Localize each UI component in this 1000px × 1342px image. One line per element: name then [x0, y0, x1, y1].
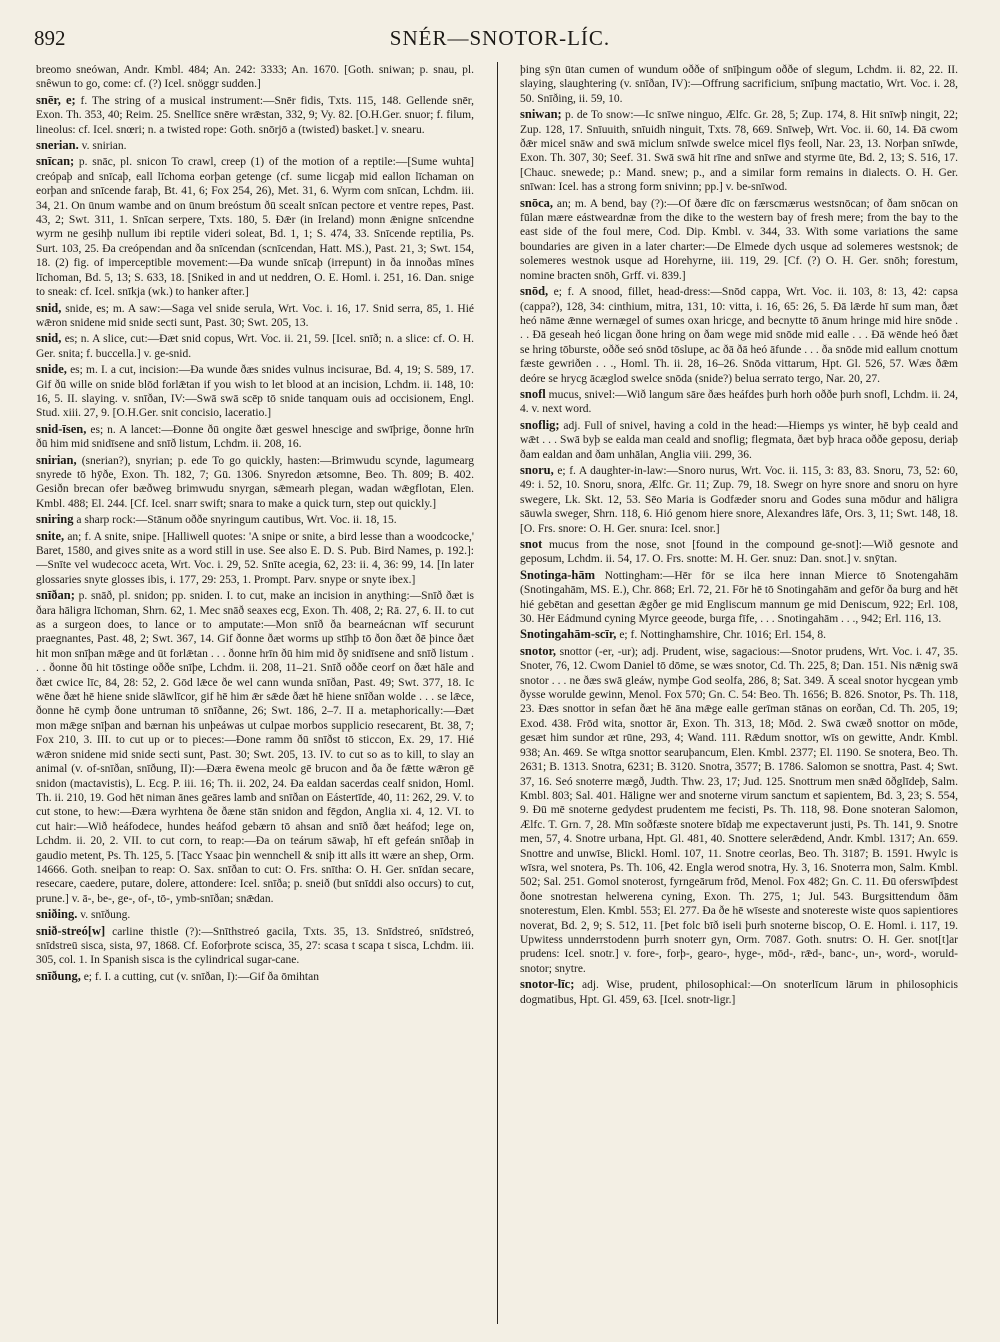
dictionary-entry [520, 284, 958, 386]
entry-headword: snōd, [520, 284, 549, 299]
dictionary-entry [36, 138, 474, 153]
dictionary-entry [36, 154, 474, 299]
dictionary-entry [520, 62, 958, 106]
dictionary-entry [36, 362, 474, 421]
entry-text: p. snāc, pl. snicon To crawl, creep (1) of the motion of a reptile:—[Sume wuhta] creópaþ and snīcaþ, eall līchoma eorþan getenge (cf. sume licgaþ mid eallon līchaman on eorþan and snīcende faraþ, Bt. 41, 6; Fox 254, 26), Met. 31, 6. Wyrm com snīcan, Lchdm. iii. 34, 21. On ūnum wambe and on ūnum breóstum ðū scealt snīcan pectore et ventre repes, Past. 43, 2; Swt. 311, 1. Snīcan serpere, Txts. 180, 5. Ðǣr (in Ireland) monn ǣnigne snīcendne wyrm ne gesihþ nullum ibi reptile videri soleat, Bd. 1, 1; S. 474, 33. Snīcende reptilia, Ps. Surt. 103, 25. Ða creópendan and ða snīcendan (scnīcendan, Hatt. MS.), Past. 21, 3; Swt. 154, 18. (2) fig. of imperceptible movement:—Ða wunde snīcaþ (irrepunt) in ða innoðas mīnes līchoman, Bd. 5, 13; S. 633, 18. [Sniked in and ut neddren, O. E. Homl. i. 251, 16. Dan. snige to sneak: cf. Icel. snīkja (wk.) to hanker after.] [36, 156, 474, 299]
dictionary-entry [520, 418, 958, 462]
entry-text: e; f. A snood, fillet, head-dress:—Snōd cappa, Wrt. Voc. ii. 103, 8: 13, 42: capsa (cappa?), 128, 34: cinthium, mitra, 131, 10: vitta, i. 16, 65: 26, 5. Ðā lǣrde hī sum man, ðæt heó nāme ǣnne wernægel of sumes oxan hricge, and becnytte tō ānum hringe mid hire snōde . . . Ðā geseah heó licgan ðone hring on ðam wege mid snōde mid ealle . . . Ðā wēnde heó ðæt se hring tōburste, oððe seó snōd tōslupe, ac ðā ðā heó āfunde . . . ða snōde mid eallum cnottum fæste gewriðen . . ., Homl. Th. ii. 28, 16–26. Snōda vittarum, Hpt. Gl. 526, 57. Wæs ðǣm deóre se hrycg ācæglod swelce snōda (snide?) belua serrato tergo, Nar. 20, 27. [520, 286, 958, 385]
dictionary-entry [36, 331, 474, 361]
entry-headword: snot [520, 537, 543, 551]
entry-text: an; m. A bend, bay (?):—Of ðære dīc on færscmærus westsnōcan; of ðam snōcan on fūlan mære eástweardnæ from the dike to the western bay of fresh mere; from the bay to the east side of the foul mere, Cod. Dip. Kmbl. v. 344, 33. With some variations the same boundaries are given in a later charter:—De Elmede dych usque ad solemeres westsnok; de solemeres westnok usque ad Horehyrne, iii. 119, 29. [Cf. (?) O. H. Ger. snōh; forestum, nomine bracten snōh, Grff. vi. 839.] [520, 197, 958, 282]
dictionary-entry [36, 422, 474, 452]
entry-headword: snid, [36, 331, 62, 346]
entry-text: es; m. I. a cut, incision:—Ða wunde ðæs snides vulnus incisurae, Bd. 4, 19; S. 589, 17. Gif ðū wille on snide blōd forlǣtan if you wish to let blood at an incision, Lchdm. ii. 148, 10: 16, 5. II. slaying. v. snīðan, IV:—Swā swā scēp tō snide tanquam ouis ad occisionem, Engl. Stud. xiii. 27, 9. [O.H.Ger. snit concisio, laceratio.] [36, 364, 474, 420]
entry-headword: snid, [36, 300, 62, 315]
entry-text: v. snīðung. [80, 909, 131, 922]
dictionary-entry [520, 463, 958, 536]
entry-headword: snīðung, [36, 968, 81, 983]
entry-text: þing sȳn ūtan cumen of wundum oððe of snīþingum oððe of slegum, Lchdm. ii. 82, 22. II. slaying, slaughtering (v. snīðan, IV):—Offrung sacrificium, snīþung mactatio, Wrt. Voc. i. 28, 50. Snīðing, ii. 59, 10. [520, 64, 958, 105]
entry-headword: Snotinga-hām [520, 567, 596, 582]
dictionary-entry [36, 588, 474, 906]
entry-text: f. The string of a musical instrument:—Snēr fidis, Txts. 115, 148. Gellende snēr, Exon. Th. 353, 40; Reim. 25. Snellīce snēre wrǣstan, 332, 9; Vy. 82. [O.H.Ger. snuor; f. filum, lineolus: cf. Icel. snœri; n. a twisted rope: Goth. snōrjō a (twisted) basket.] v. snearu. [36, 94, 474, 136]
entry-text: carline thistle (?):—Snīthstreó gacila, Txts. 35, 13. Snīdstreó, snīdstreó, snīdstreū sisca, sista, 97, 1868. Cf. Eoforþrote scisca, 35, 27: scasa t scapa t sisca, Lchdm. iii. 305, col. 1. In Spanish sisca is the cylindrical sugar-cane. [36, 925, 474, 967]
dictionary-entry [520, 387, 958, 417]
entry-text: e; f. Nottinghamshire, Chr. 1016; Erl. 154, 8. [619, 629, 826, 642]
page-number: 892 [34, 26, 66, 50]
dictionary-entry [520, 644, 958, 976]
entry-headword: sniðing. [36, 907, 78, 922]
entry-headword: snotor-līc; [520, 977, 575, 992]
entry-text: snottor (-er, -ur); adj. Prudent, wise, sagacious:—Snotor prudens, Wrt. Voc. i. 47, 35. Snoter, 76, 12. Cwom Daniel tō dōme, se wæs snotor, Cd. Th. 225, 8; Dan. 151. Nis nǣnig swā snotor . . . ne ðæs swā gleáw, nymþe God seolfa, 286, 8; Sat. 349. Ā sceal snotor hycgean ymb ðysse woruldе gewinn, Menol. Fox 570; Gn. C. 54: Beo. Th. 1656; B. 826. Snotor, Ps. Th. 118, 23. Ðæs snottor in sefan ðæt hē āna mǣge ealle gerīman stānas on eorðan, Cd. Th. 205, 19; Exod. 438. Frōd wita, snottor ār, Exon. Th. 313, 18; Mōd. 2. Swā cwæð snottor on mōde, gesæt him sundor æt rūne, 293, 4; Wand. 111. Rǣdum snottor, wīs on gewitte, Andr. Kmbl. 938; An. 469. Se wītga snottor searuþancum, Elen. Kmbl. 2377; El. 1190. Se snotera, Beo. Th. 2631; B. 1313. Snotra, 6231; B. 3120. Snotra, 3577; B. 1786. Salomon se snottra, Past. 4; Swt. 37, 16. Seó snoterre mægð, Judth. Thw. 23, 17; Jud. 125. Snottrum men snǣd ōðglīdeþ, Salm. Kmbl. 803; Sal. 401. Hāligne wer and snoterne virum sanctum et sapientem, Bd. 3, 23; S. 554, 9. Ðū mē snoterne gedydest prudentem me fecisti, Ps. Th. 118, 98. Ðone snoteran Salomon, Ælfc. T. Grn. 7, 28. Mīn soðfæste snotere bīdaþ me expectaverunt justi, Ps. Th. 141, 9. Snotre men, 57, 4. Snotre urbana, Hpt. Gl. 481, 40. Snottere selerǣdend, Andr. Kmbl. 1317; An. 659. Snottre and unwīse, Blickl. Homl. 107, 11. Snotre ceorlas, Beo. Th. 3187; B. 1591. Hwylc is wīsra, wel snotera, Ps. Th. 106, 42. Engla werod snotra, Hy. 3, 16. Snoterra mon, Salm. Kmbl. 502; Sal. 251. Gomol snoterost, fyrngeārum frōd, Menol. Fox 482; Gn. C. 11. Ðū oferswīþdest ðone snotrestan helwerena cyning, Exon. Th. 275, 1; Jul. 543. Burgsittendum ðām snoterestum, Elen. Kmbl. 553; El. 277. Ða ðe hē wīseste and snotereste wiste quos sapientiores noverat, Bd. 2, 9; S. 512, 11. [Þet folc bīð iseli þurh snoterne biscop, O. E. Homl. i. 117, 19. Upwitess unnderrstodenn þurrh snoterr gyn, Orm. 7087. Goth. snutrs: O. H. Ger. snot[t]ar prudens: Icel. snotr.] v. fore-, forþ-, gearo-, hyge-, mōd-, rǣd-, banc-, un-, word-, woruld-snotor; snytre. [520, 645, 958, 975]
entry-text: snide, es; m. A saw:—Saga vel snide serula, Wrt. Voc. i. 16, 17. Snid serra, 85, 1. Hié wǣron snidene mid snide secti sunt, Past. 30; Swt. 205, 13. [36, 302, 474, 329]
entry-headword: snēr, e; [36, 92, 76, 107]
entry-text: adj. Full of snivel, having a cold in the head:—Hiemps ys winter, hē byþ ceald and wǣt . . . Swā byþ se ealda man ceald and snoflig; flegmata, ðæt byþ hraca oððe geposu, deriaþ ðam ealdan and ðam unhālan, Anglia viii. 299, 36. [520, 419, 958, 461]
entry-headword: snide, [36, 362, 67, 377]
dictionary-entry [520, 568, 958, 627]
entry-headword: snotor, [520, 643, 557, 658]
entry-text: v. snirian. [81, 140, 127, 153]
dictionary-entry [36, 969, 474, 984]
entry-headword: snoru, [520, 462, 554, 477]
entry-headword: snīcan; [36, 154, 75, 169]
entry-headword: snid-īsen, [36, 421, 87, 436]
entry-headword: snite, [36, 528, 65, 543]
entry-text: (snerian?), snyrian; p. ede To go quickly, hasten:—Brimwudu scynde, lagumearg snyrede tō hȳðe, Exon. Th. 182, 7; Gū. 1306. Snyredon ætsomne, Beo. Th. 809; B. 402. Gesiðn brecan ofer bæðweg brimwudu snyrgan, sǣmearh plegan, wadan wǣgflotan, Elen. Kmbl. 488; El. 244. [Cf. Icel. snarr swift; snara to make a quick turn, step out quickly.] [36, 454, 474, 510]
dictionary-entry [520, 196, 958, 283]
dictionary-entry [36, 907, 474, 922]
dictionary-entry [36, 62, 474, 92]
page-header [34, 26, 966, 52]
running-title: SNÉR—SNOTOR-LÍC. [389, 26, 611, 50]
entry-headword: snīðan; [36, 588, 75, 603]
entry-text: a sharp rock:—Stānum oððe snyringum cautibus, Wrt. Voc. ii. 18, 15. [76, 514, 397, 527]
entry-text: p. snāð, pl. snidon; pp. sniden. I. to cut, make an incision in anything:—Snīð ðæt is ðara hāligra līchoman, Shrn. 62, 1. Mec snāð seaxes ecg, Exon. Th. 408, 2; Rā. 27, 6. II. to cut as a surgeon does, to lance or to amputate:—Mon snīð ða bearneácnan wīf securunt praegnantes, Past. 48, 2; Swt. 367, 14. Gif ðonne ðæt worms up stīhþ tō ðon ðæt ðē þince ðæt hit mon snīþan mǣge and ūt forlǣtan . . . ðonne hrīn ðū him mid ðȳ snidīsene and snīð listum . . . ðonne ðū hit tōstinge oððe snīþe, Lchdm. ii. 208, 11–21. Snīð oððe ceorf on ðæt hāle and ðæt cwice līc, 84, 28: 52, 2. Gōd lǣce ðe wel cann wunda snīðan, Past. 49; Swt. 377, 18. Ic wēne ðæt hē hiene snide slāwlīcor, gif hē him ǣr sǣde ðæt hē hiene snīðan wolde . . . se lǣce, ðonne hē cymþ ðone untruman tō snīðanne, 26; Swt. 186, 2–7. II a. metaphorically:—Ðæt mon mǣge snīþan and bærnan his unþeáwas ut culpae morbos supplicio resecarent, Bt. 38, 7; Fox 210, 3. III. to cut up or to pieces:—Ðone ramm ðū snīðst tō sticcon, Ex. 29, 17. Hié wǣron snidene mid snide secti sunt, Past. 30; Swt. 205, 13. IV. to cut so as to kill, to slay an animal (v. of-snīðan, snīðung, II):—Ðæra ēwena meolc gē brucon and ða ðe fǣtte wǣron gē snidon (mactavistis), L. Ecg. P. iii. 16; Th. ii. 202, 24. Ða ealdan sacerdas cealf snidon, Homl. Th. ii. 210, 19. God hēt niman ānes geāres lamb and snīðan on Eástertīde, 40, 11: 262, 29. V. to cut stone, to hew:—Ðæra wyrhtena ðe ðæne stān snidon and fēgdon, Anglia xi. 4, 12. VI. to cut hair:—Wið heáfodece, hundes heáfod gebærn tō ahsan and snīð ðæt heáfod; lege on, Lchdm. ii. 20, 2. VII. to cut corn, to reap:—Ða on teárum sāwaþ, hī eft gefeán snīðaþ in gaudio metent, Ps. Th. 125, 5. [Tacc Ysaac þin wennchell & sniþ itt alls itt wære an shep, Orm. 14666. Goth. sneiþan to reap: O. Sax. snīðan to cut: O. Frs. snītha: O. H. Ger. snīdan secare, resecare, caedere, putare, dolere, attondere: Icel. snīða; p. sneið (but snīddi also occurs) to cut, prune.] v. ā-, be-, ge-, of-, tō-, ymb-snīðan; snǣdan. [36, 590, 474, 905]
left-column [36, 62, 474, 1324]
entry-text: mucus from the nose, snot [found in the compound ge-snot]:—Wið gesnote and geposum, Lchdm. ii. 54, 17. O. Frs. snotte: M. H. Ger. snuz: Dan. snot.] v. snȳtan. [520, 539, 958, 566]
entry-headword: Snotingahām-scīr, [520, 627, 617, 642]
column-divider [497, 62, 498, 1324]
entry-text: es; n. A slice, cut:—Ðæt snid copus, Wrt. Voc. ii. 21, 59. [Icel. snīð; n. a slice: cf. O. H. Ger. snita; f. buccella.] v. ge-snid. [36, 333, 474, 360]
entry-text: adj. Wise, prudent, philosophical:—On snoterlīcum lārum in philosophicis dogmatibus, Hpt. Gl. 459, 63. [Icel. snotr-ligr.] [520, 979, 958, 1006]
entry-headword: snōca, [520, 195, 553, 210]
dictionary-entry [520, 107, 958, 194]
entry-headword: snið-streó[w] [36, 923, 106, 938]
entry-headword: snirian, [36, 452, 77, 467]
entry-text: e; f. A daughter-in-law:—Snoro nurus, Wrt. Voc. ii. 115, 3: 83, 83. Snoru, 73, 52: 60, 49: i. 52, 10. Snoru, snora, Ælfc. Gr. 11; Zup. 79, 18. Swegr on hyre snore and snoru on hyre swegere, Lk. Skt. 12, 53. Sēo Maria is Godfæder snoru and Godes suna mōdur and hāligra sāuwla sweger, Shrn. 118, 6. Hió genom hiere snore, Alexandres lāfe, Ors. 3, 11; Swt. 148, 18. [O. Frs. snore: O. H. Ger. snura: Icel. snor.] [520, 464, 958, 535]
dictionary-entry [520, 627, 958, 642]
dictionary-entry [36, 529, 474, 588]
entry-text: breomo sneówan, Andr. Kmbl. 484; An. 242: 3333; An. 1670. [Goth. sniwan; p. snau, pl. snêwun to go, come: cf. (?) Icel. snöggr sudden.] [36, 64, 474, 91]
entry-text: Nottingham:—Hēr fōr se ilca here innan Mierce tō Snotengahām (Snotingahām, MS. E.), Chr. 868; Erl. 72, 21. Fōr hē tō Snotingahām and gefōr ða burg and hēt hié gebētan and gesettan ǣgðer ge mid Engliscum mannum ge mid Deniscum, 922; Erl. 108, 30. Hēr Eádmund cyning Myrce geeode, burga fīfe, . . . Snotingahām . . ., 942; Erl. 116, 13. [520, 569, 958, 626]
dictionary-entry [36, 93, 474, 137]
right-column [520, 62, 958, 1324]
entry-text: an; f. A snite, snipe. [Halliwell quotes: 'A snipe or snite, a bird lesse than a woodcocke,' Baret, 1580, and gives snite as a word still in use. See also E. D. S. Pub. Bird Names, p. 192.]:—Snīte vel wudecocc aceta, Wrt. Voc. i. 29, 52. Snīte acegia, 62, 23: ii. 4, 36: 99, 14. [In later glossaries snyte glosses ibis, i. 177, 29: 253, 1. Prompt. Parv. snype or snyte ibex.] [36, 530, 474, 586]
entry-headword: sniwan; [520, 107, 562, 122]
entry-headword: snerian. [36, 138, 79, 153]
dictionary-entry [36, 301, 474, 331]
dictionary-entry [36, 924, 474, 968]
dictionary-entry [520, 977, 958, 1007]
entry-headword: snoflig; [520, 417, 560, 432]
dictionary-entry [520, 537, 958, 567]
entry-headword: snofl [520, 386, 546, 401]
dictionary-entry [36, 512, 474, 527]
entry-text: p. de To snow:—Ic snīwe ninguo, Ælfc. Gr. 28, 5; Zup. 174, 8. Hit snīwþ ningit, 22; Zup. 128, 17. Snīuuith, snīuidh ninguit, Txts. 78, 669. Snīweþ, Wrt. Voc. ii. 60, 14. Ðā cwom ðǣr micel snāw and swā miclum snīwde swelce micel flȳs feoll, Nar. 23, 13. Norþan snīwde, Exon. Th. 307, 30; Seef. 31. Swā swā hit rīne and snīwe and styrme ūte, Bd. 2, 13; S. 516, 17. [Chauc. snewede; p.: Mand. snew; p., and a similar form remains in dialects. O. H. Ger. snīwan: Icel. has a strong form snivinn; pp.] v. be-snīwod. [520, 109, 958, 194]
entry-text: mucus, snivel:—Wið langum sāre ðæs heáfdes þurh horh oððe þurh snofl, Lchdm. ii. 24, 4. v. next word. [520, 388, 958, 416]
entry-text: e; f. I. a cutting, cut (v. snīðan, I):—Gif ða ōmihtan [83, 970, 319, 983]
dictionary-entry [36, 453, 474, 512]
entry-text: es; n. A lancet:—Ðonne ðū ongite ðæt geswel hnescige and swīþrige, ðonne hrīn ðū him mid snidīsene and snīð listum, Lchdm. ii. 208, 16. [36, 423, 474, 451]
entry-headword: sniring [36, 512, 74, 527]
